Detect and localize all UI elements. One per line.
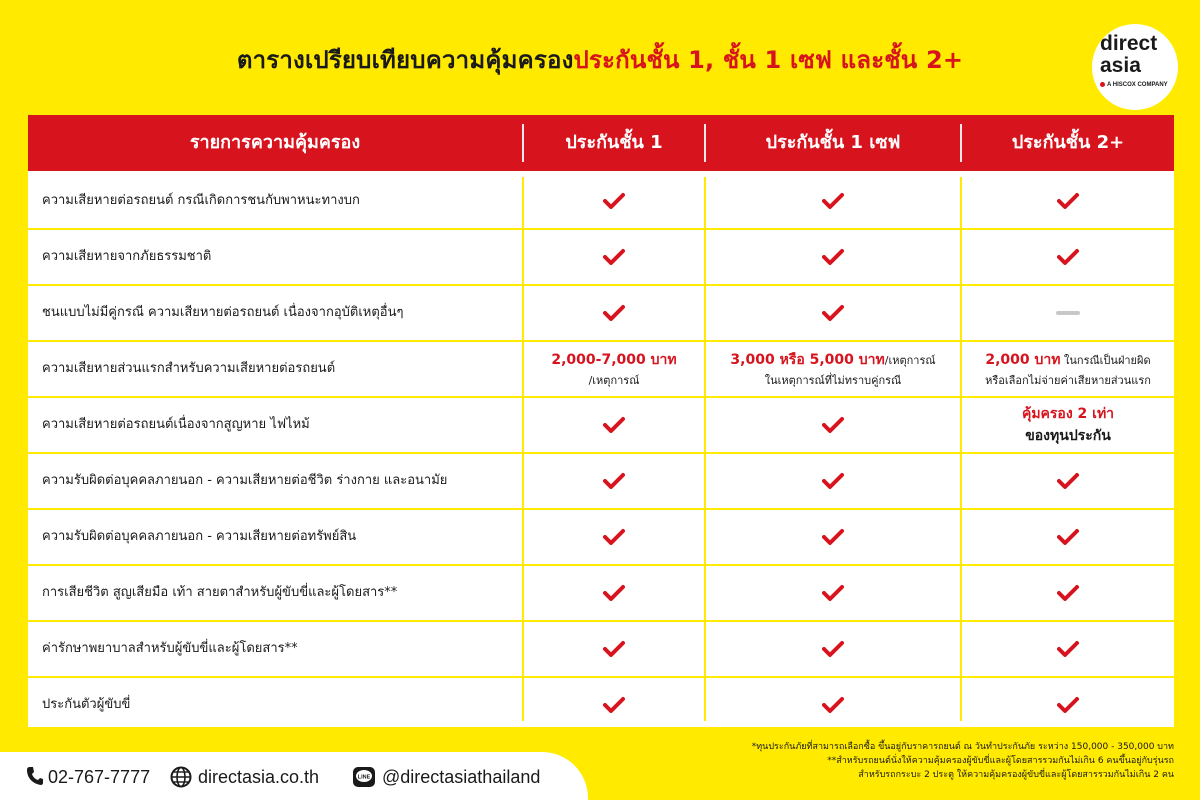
checkmark-icon (822, 472, 844, 490)
coverage-cell (962, 285, 1174, 341)
website-url: directasia.co.th (198, 767, 320, 787)
table-row (28, 453, 1174, 509)
coverage-item-label: ชนแบบไม่มีคู่กรณี ความเสียหายต่อรถยนต์ เนื่องจากอุบัติเหตุอื่นๆ (42, 305, 404, 320)
coverage-item-label: ประกันตัวผู้ขับขี่ (42, 697, 131, 712)
checkmark-icon (603, 304, 625, 322)
checkmark-icon (822, 248, 844, 266)
brand-logo[interactable] (1070, 24, 1190, 114)
coverage-cell (962, 453, 1174, 509)
coverage-item-label: ความเสียหายต่อรถยนต์เนื่องจากสูญหาย ไฟไหม้ (42, 417, 310, 432)
checkmark-icon (1057, 584, 1079, 602)
coverage-cell (706, 397, 960, 453)
checkmark-icon (603, 416, 625, 434)
checkmark-icon (603, 640, 625, 658)
coverage-cell (706, 173, 960, 229)
coverage-cell (962, 397, 1174, 453)
logo-dot-icon (1100, 82, 1105, 87)
table-row (28, 621, 1174, 677)
coverage-cell (524, 397, 704, 453)
coverage-cell (706, 285, 960, 341)
checkmark-icon (1057, 528, 1079, 546)
globe-icon (170, 766, 192, 788)
row-divider (28, 508, 1174, 510)
row-divider (28, 452, 1174, 454)
coverage-cell (524, 229, 704, 285)
table-row (28, 229, 1174, 285)
title-highlight: ประกันชั้น 1, ชั้น 1 เซฟ และชั้น 2+ (573, 46, 964, 74)
title-main: ตารางเปรียบเทียบความคุ้มครอง (236, 46, 574, 74)
coverage-item-label: ความเสียหายต่อรถยนต์ กรณีเกิดการชนกับพาหนะทางบก (42, 193, 360, 208)
header-class2plus: ประกันชั้น 2+ (1011, 132, 1125, 153)
column-divider (704, 177, 706, 721)
deductible-note: หรือเลือกไม่จ่ายค่าเสียหายส่วนแรก (985, 374, 1151, 387)
line-app-icon (352, 766, 376, 788)
table-row (28, 173, 1174, 229)
not-covered-dash-icon (1056, 311, 1080, 315)
checkmark-icon (1057, 248, 1079, 266)
column-divider (522, 177, 524, 721)
deductible-note: ในกรณีเป็นฝ่ายผิด (1060, 354, 1151, 367)
sum-insured-label: ของทุนประกัน (1025, 428, 1111, 444)
table-row (28, 509, 1174, 565)
coverage-cell (962, 341, 1174, 397)
coverage-cell (962, 173, 1174, 229)
coverage-cell (962, 677, 1174, 733)
deductible-line (985, 349, 1150, 371)
table-row (28, 341, 1174, 397)
coverage-cell (706, 565, 960, 621)
coverage-cell (524, 173, 704, 229)
footnote-line: สำหรับรถกระบะ 2 ประตู ให้ความคุ้มครองผู้ขับขี่และผู้โดยสารรวมกันไม่เกิน 2 คน (858, 770, 1174, 780)
contact-footer (0, 752, 588, 800)
coverage-cell (706, 677, 960, 733)
table-row (28, 285, 1174, 341)
phone-number: 02-767-7777 (48, 767, 151, 787)
checkmark-icon (603, 528, 625, 546)
header-class1: ประกันชั้น 1 (565, 132, 663, 153)
logo-tagline: A HISCOX COMPANY (1100, 82, 1168, 88)
row-divider (28, 228, 1174, 230)
coverage-cell (524, 285, 704, 341)
checkmark-icon (603, 696, 625, 714)
double-coverage-label: คุ้มครอง 2 เท่า (1021, 406, 1115, 422)
checkmark-icon (822, 584, 844, 602)
footnote-line: **สำหรับรถยนต์นั่งให้ความคุ้มครองผู้ขับขี่และผู้โดยสารรวมกันไม่เกิน 6 คนขึ้นอยู่กับรุ่นรถ (827, 756, 1174, 766)
coverage-cell (706, 621, 960, 677)
table-row (28, 677, 1174, 733)
checkmark-icon (822, 304, 844, 322)
coverage-cell (524, 453, 704, 509)
deductible-note: /เหตุการณ์ (884, 354, 936, 367)
deductible-note: ในเหตุการณ์ที่ไม่ทราบคู่กรณี (764, 374, 902, 387)
checkmark-icon (822, 528, 844, 546)
checkmark-icon (1057, 192, 1079, 210)
comparison-table (28, 115, 1174, 727)
phone-icon (26, 766, 44, 786)
checkmark-icon (822, 416, 844, 434)
coverage-cell (524, 621, 704, 677)
checkmark-icon (822, 640, 844, 658)
footnote-line: *ทุนประกันภัยที่สามารถเลือกซื้อ ขึ้นอยู่กับราคารถยนต์ ณ วันทำประกันภัย ระหว่าง 150,000 - 350,000 บาท (751, 742, 1174, 752)
checkmark-icon (603, 192, 625, 210)
coverage-item-label: ความเสียหายส่วนแรกสำหรับความเสียหายต่อรถยนต์ (42, 361, 336, 376)
coverage-cell (524, 341, 704, 397)
deductible-amount: 2,000-7,000 บาท (551, 352, 677, 368)
website-link[interactable] (170, 766, 319, 788)
svg-text:LINE: LINE (357, 774, 371, 781)
checkmark-icon (603, 472, 625, 490)
row-divider (28, 340, 1174, 342)
coverage-item-label: ความรับผิดต่อบุคคลภายนอก - ความเสียหายต่อทรัพย์สิน (42, 529, 357, 544)
page-title (0, 40, 1200, 79)
row-divider (28, 620, 1174, 622)
row-divider (28, 564, 1174, 566)
row-divider (28, 396, 1174, 398)
header-coverage-items: รายการความคุ้มครอง (189, 132, 361, 153)
logo-word-asia: asia (1100, 54, 1141, 77)
checkmark-icon (822, 192, 844, 210)
footnotes (654, 740, 1174, 782)
phone-contact[interactable] (26, 766, 150, 788)
deductible-amount: 2,000 บาท (985, 352, 1061, 368)
line-contact[interactable] (352, 766, 540, 788)
coverage-cell (706, 229, 960, 285)
checkmark-icon (603, 584, 625, 602)
coverage-cell (524, 509, 704, 565)
coverage-cell (962, 229, 1174, 285)
coverage-item-label: ค่ารักษาพยาบาลสำหรับผู้ขับขี่และผู้โดยสาร** (42, 641, 298, 656)
column-divider (960, 177, 962, 721)
deductible-line (730, 349, 935, 371)
coverage-cell (706, 509, 960, 565)
coverage-item-label: การเสียชีวิต สูญเสียมือ เท้า สายตาสำหรับผู้ขับขี่และผู้โดยสาร** (42, 585, 398, 600)
table-row (28, 397, 1174, 453)
deductible-amount: 3,000 หรือ 5,000 บาท (730, 352, 885, 368)
row-divider (28, 676, 1174, 678)
table-row (28, 565, 1174, 621)
coverage-item-label: ความเสียหายจากภัยธรรมชาติ (42, 249, 212, 264)
logo-word-direct: direct (1100, 32, 1158, 55)
table-header (28, 115, 1174, 171)
coverage-cell (706, 341, 960, 397)
checkmark-icon (822, 696, 844, 714)
coverage-cell (962, 621, 1174, 677)
coverage-cell (706, 453, 960, 509)
coverage-cell (524, 565, 704, 621)
coverage-cell (524, 677, 704, 733)
checkmark-icon (1057, 640, 1079, 658)
coverage-cell (962, 565, 1174, 621)
coverage-item-label: ความรับผิดต่อบุคคลภายนอก - ความเสียหายต่อชีวิต ร่างกาย และอนามัย (42, 473, 448, 488)
checkmark-icon (1057, 472, 1079, 490)
deductible-note: /เหตุการณ์ (588, 374, 640, 387)
line-handle: @directasiathailand (382, 767, 541, 787)
header-class1-safe: ประกันชั้น 1 เซฟ (765, 132, 901, 153)
checkmark-icon (1057, 696, 1079, 714)
coverage-cell (962, 509, 1174, 565)
checkmark-icon (603, 248, 625, 266)
row-divider (28, 284, 1174, 286)
